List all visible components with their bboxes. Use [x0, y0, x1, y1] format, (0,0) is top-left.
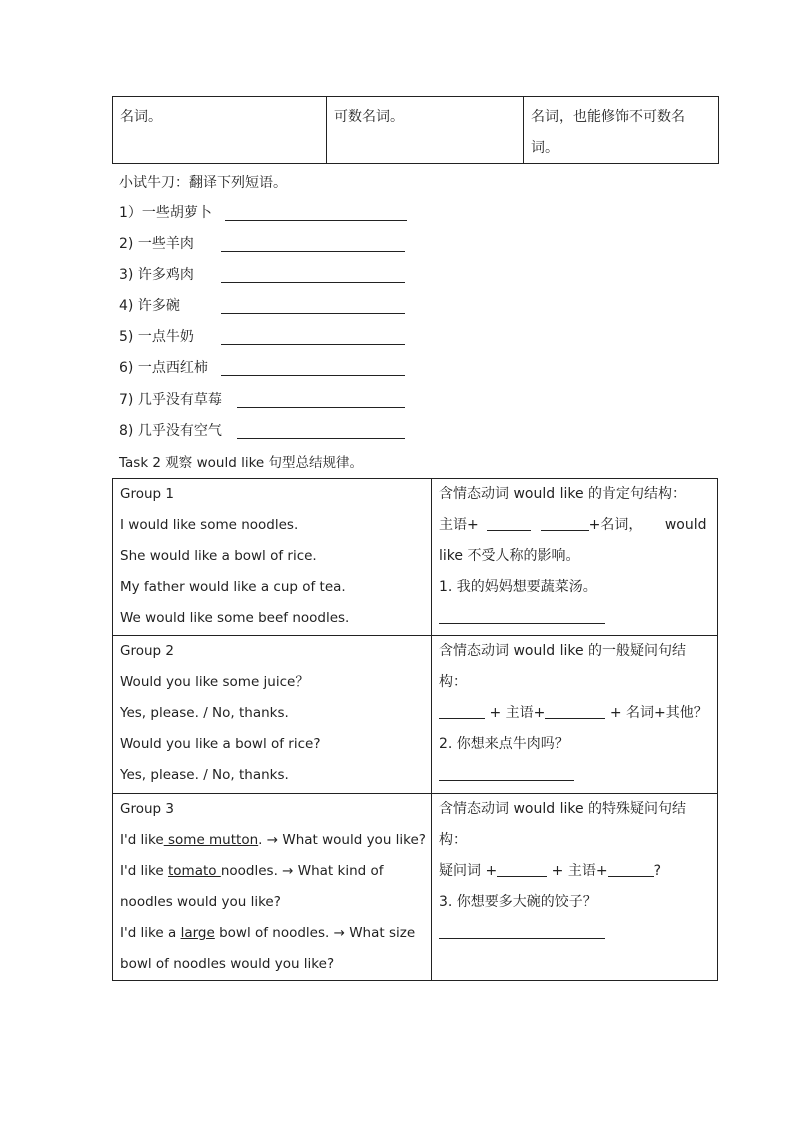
example-sentence: My father would like a cup of tea. — [120, 579, 346, 595]
cell-text: 名词，也能修饰不可数名 — [531, 109, 685, 125]
rule-text: + 主语+ — [551, 863, 608, 879]
answer-blank[interactable] — [221, 344, 405, 345]
rule-text: 含情态动词 would like 的一般疑问句结 — [439, 643, 687, 659]
sentence-text: I'd like — [120, 832, 164, 848]
rule-formula — [439, 698, 717, 729]
formula-blank[interactable] — [487, 516, 531, 531]
examples-cell — [113, 636, 432, 793]
formula-blank[interactable] — [541, 516, 589, 531]
rule-text: + 名词+其他？ — [609, 705, 708, 721]
formula-blank[interactable] — [545, 704, 605, 719]
rule-text: 主语+ — [439, 517, 479, 533]
practice-item: 1）一些胡萝卜 — [119, 205, 212, 221]
group-row — [113, 636, 717, 794]
exercise-prompt: 1. 我的妈妈想要蔬菜汤。 — [439, 579, 597, 595]
group-title: Group 1 — [120, 486, 174, 502]
practice-item: 8) 几乎没有空气 — [119, 423, 222, 439]
rule-cell — [432, 479, 717, 635]
example-sentence: She would like a bowl of rice. — [120, 548, 317, 564]
table-cell — [524, 97, 718, 163]
underlined-word: large — [180, 925, 215, 941]
rule-text: 构： — [439, 674, 467, 690]
rule-text: 含情态动词 would like 的特殊疑问句结 — [439, 801, 687, 817]
noun-comparison-table — [112, 96, 719, 164]
practice-item: 4) 许多碗 — [119, 298, 180, 314]
practice-item: 3) 许多鸡肉 — [119, 267, 194, 283]
rule-text: ? — [653, 863, 661, 879]
practice-heading: 小试牛刀：翻译下列短语。 — [119, 175, 287, 191]
rule-formula — [439, 856, 717, 887]
rule-text: like 不受人称的影响。 — [439, 548, 580, 564]
practice-item: 7) 几乎没有草莓 — [119, 392, 222, 408]
group-row — [113, 479, 717, 636]
answer-blank[interactable] — [439, 924, 605, 939]
example-sentence: We would like some beef noodles. — [120, 610, 350, 626]
answer-blank[interactable] — [221, 313, 405, 314]
rule-text: 含情态动词 would like 的肯定句结构： — [439, 486, 687, 502]
answer-blank[interactable] — [439, 609, 605, 624]
exercise-answer-line — [439, 918, 717, 949]
answer-blank[interactable] — [221, 251, 405, 252]
answer-blank[interactable] — [225, 220, 407, 221]
example-sentence: Yes, please. / No, thanks. — [120, 767, 289, 783]
exercise-prompt: 2. 你想来点牛肉吗？ — [439, 736, 569, 752]
formula-blank[interactable] — [439, 704, 485, 719]
example-sentence: bowl of noodles would you like? — [120, 956, 335, 972]
sentence-text: I'd like — [120, 863, 168, 879]
answer-blank[interactable] — [237, 438, 405, 439]
group-title: Group 2 — [120, 643, 174, 659]
example-sentence: I would like some noodles. — [120, 517, 299, 533]
answer-blank[interactable] — [221, 282, 405, 283]
group-title: Group 3 — [120, 801, 174, 817]
cell-text: 词。 — [531, 140, 559, 156]
rule-text: 构： — [439, 832, 467, 848]
cell-text: 可数名词。 — [334, 109, 404, 125]
example-sentence — [120, 918, 431, 949]
practice-item: 6) 一点西红柿 — [119, 360, 208, 376]
would-like-table — [112, 478, 718, 981]
table-cell — [113, 97, 327, 163]
exercise-answer-line — [439, 603, 717, 634]
rule-formula — [439, 510, 717, 541]
sentence-text: noodles. → What kind of — [220, 863, 384, 879]
practice-item: 5) 一点牛奶 — [119, 329, 194, 345]
example-sentence — [120, 856, 431, 887]
formula-blank[interactable] — [497, 862, 547, 877]
rule-text: + 主语+ — [489, 705, 546, 721]
sentence-text: . → What would you like? — [258, 832, 426, 848]
example-sentence: Would you like some juice？ — [120, 674, 309, 690]
rule-text: +名词， — [588, 517, 643, 533]
answer-blank[interactable] — [221, 375, 405, 376]
underlined-word: tomato — [168, 863, 221, 879]
example-sentence: Would you like a bowl of rice? — [120, 736, 321, 752]
sentence-text: I'd like a — [120, 925, 181, 941]
example-sentence — [120, 825, 431, 856]
answer-blank[interactable] — [237, 407, 405, 408]
rule-cell — [432, 794, 717, 980]
table-cell — [327, 97, 524, 163]
rule-text: 疑问词 + — [439, 863, 498, 879]
examples-cell — [113, 479, 432, 635]
practice-item: 2) 一些羊肉 — [119, 236, 194, 252]
answer-blank[interactable] — [439, 766, 574, 781]
exercise-answer-line — [439, 760, 717, 791]
example-sentence: noodles would you like? — [120, 894, 281, 910]
rule-cell — [432, 636, 717, 793]
example-sentence: Yes, please. / No, thanks. — [120, 705, 289, 721]
formula-blank[interactable] — [608, 862, 654, 877]
group-row — [113, 794, 717, 980]
task2-heading: Task 2 观察 would like 句型总结规律。 — [119, 455, 364, 471]
sentence-text: bowl of noodles. → What size — [214, 925, 416, 941]
examples-cell — [113, 794, 432, 980]
exercise-prompt: 3. 你想要多大碗的饺子？ — [439, 894, 597, 910]
rule-text: would — [664, 517, 707, 533]
cell-text: 名词。 — [120, 109, 162, 125]
underlined-word: some mutton — [163, 832, 259, 848]
